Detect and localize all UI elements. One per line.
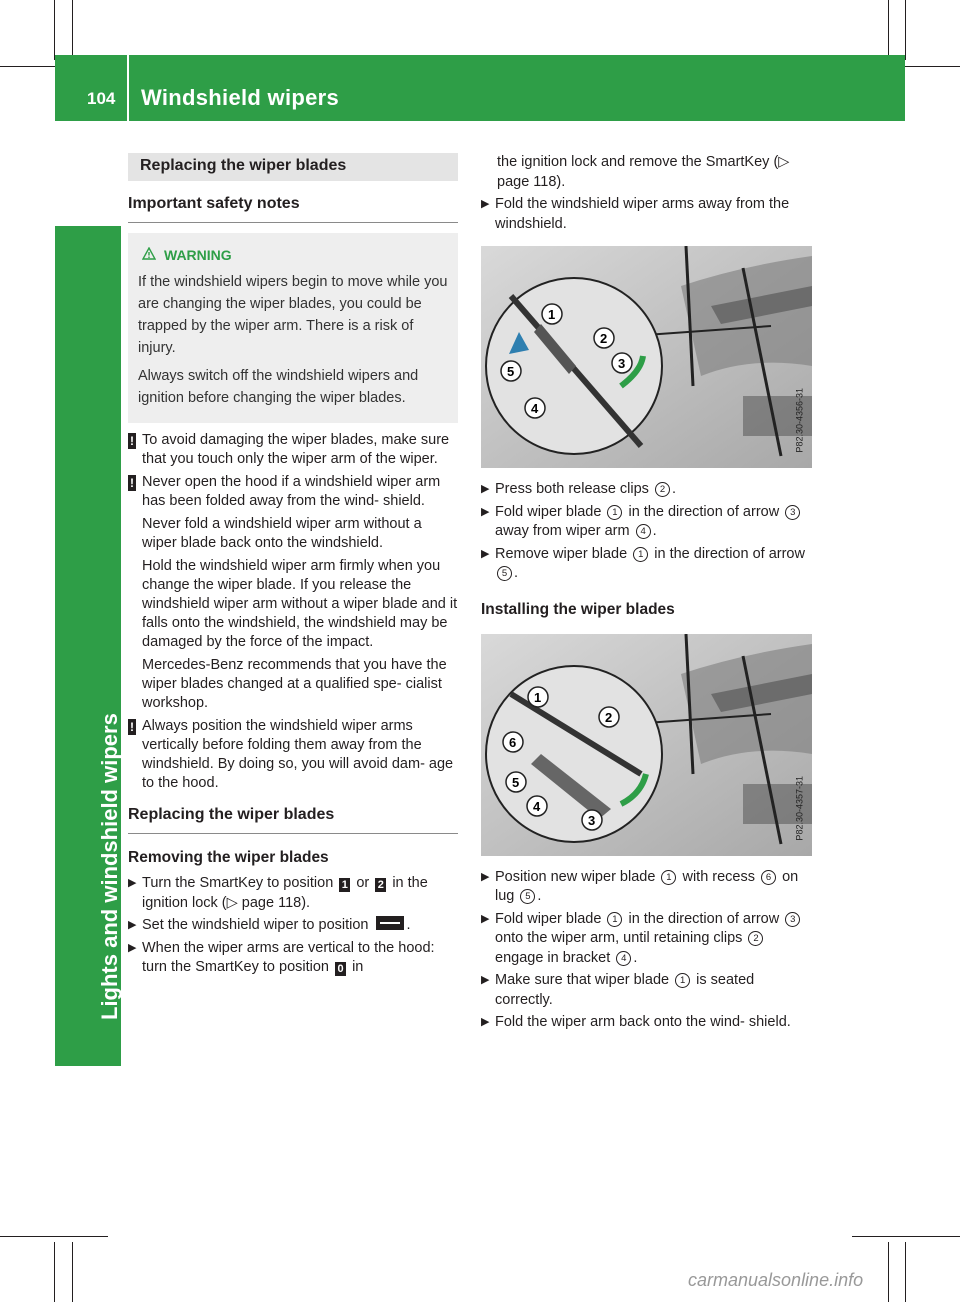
crop-mark	[852, 1236, 960, 1237]
callout-number: 1	[607, 505, 622, 520]
instruction-step	[481, 910, 813, 969]
instruction-step	[481, 195, 813, 234]
step-text: .	[406, 917, 411, 933]
chapter-side-tab	[55, 226, 121, 1066]
callout-number: 6	[761, 870, 776, 885]
installing-heading: Installing the wiper blades	[481, 600, 675, 618]
step-text: .	[514, 565, 519, 581]
crop-mark	[888, 0, 889, 60]
warning-triangle-icon	[142, 245, 156, 265]
step-text: Remove wiper blade	[495, 545, 628, 562]
svg-text:6: 6	[509, 734, 517, 750]
note	[128, 473, 458, 713]
chapter-title: Lights and windshield wipers	[97, 713, 122, 1020]
installation-illustration	[481, 634, 812, 856]
step-text: on lug	[495, 868, 799, 904]
safety-heading: Important safety notes	[128, 195, 300, 212]
svg-text:5: 5	[507, 364, 515, 379]
warning-text: If the windshield wipers begin to move while you are changing the wiper blades, you could be trapped by the wiper arm. There is a risk of injury.	[138, 274, 448, 356]
step-text: .	[652, 523, 657, 539]
svg-text:1: 1	[548, 307, 556, 322]
header-divider	[127, 55, 129, 121]
instruction-step	[481, 503, 813, 542]
left-column	[128, 153, 458, 981]
wiper-removal-figure	[481, 246, 812, 468]
step-text: in the direction of arrow	[628, 910, 780, 927]
step-arrow-icon: ▶	[481, 912, 490, 925]
heading-rule	[128, 222, 458, 223]
instruction-step	[128, 916, 458, 936]
step-text: Fold wiper blade	[495, 910, 602, 927]
step-text: Fold wiper blade	[495, 503, 602, 520]
step-text: Set the windshield wiper to position	[142, 917, 369, 933]
instruction-step	[481, 868, 813, 907]
warning-text: Always switch off the windshield wipers and ignition before changing the wiper blades.	[138, 368, 419, 406]
step-text: away from wiper arm	[495, 523, 630, 539]
exclamation-icon: !	[130, 434, 134, 448]
step-text: is seated correctly.	[495, 972, 755, 1008]
step-text: in the direction of arrow	[654, 545, 805, 562]
exclamation-icon: !	[130, 720, 134, 734]
warning-box	[128, 233, 458, 423]
crop-mark	[72, 1242, 73, 1302]
step-arrow-icon: ▶	[481, 974, 490, 986]
step-text: onto the wiper arm, until retaining clips	[495, 930, 743, 946]
crop-mark	[54, 1242, 55, 1302]
note	[128, 431, 458, 469]
page-title: Windshield wipers	[141, 85, 340, 110]
step-text: in	[352, 959, 364, 975]
step-text: Turn the SmartKey to position	[142, 875, 334, 891]
instruction-step	[128, 874, 458, 913]
svg-text:5: 5	[512, 774, 520, 790]
crop-mark	[905, 1242, 906, 1302]
step-text: When the wiper arms are vertical to the hood: turn the SmartKey to position	[142, 939, 435, 975]
step-text: with recess	[682, 868, 755, 885]
step-text: or	[356, 875, 370, 891]
svg-text:4: 4	[533, 798, 541, 814]
step-text: .	[537, 888, 542, 904]
instruction-step	[481, 971, 813, 1010]
exclamation-icon: !	[130, 476, 134, 490]
page-number: 104	[87, 89, 116, 108]
step-arrow-icon: ▶	[128, 941, 137, 954]
callout-number: 5	[520, 889, 535, 904]
callout-number: 1	[661, 870, 676, 885]
crop-mark	[0, 1236, 108, 1237]
step-arrow-icon: ▶	[128, 919, 137, 931]
section-heading: Replacing the wiper blades	[128, 153, 458, 181]
step-text: Fold the windshield wiper arms away from the windshield.	[495, 196, 790, 232]
step-text: .	[633, 949, 638, 966]
callout-number: 2	[748, 931, 763, 946]
figure-code: P82.30-4356-31	[795, 388, 805, 453]
watermark: carmanualsonline.info	[688, 1270, 864, 1290]
note-text: To avoid damaging the wiper blades, make sure that you touch only the wiper arm of the wiper.	[142, 432, 450, 467]
svg-text:1: 1	[534, 689, 542, 705]
note-text: Hold the windshield wiper arm firmly when you change the wiper blade. If you release the windshield wiper arm without a wiper blade and it falls onto the windshield, the windshield may be damaged by the force of the impact.	[142, 558, 458, 650]
wiper-off-position-icon	[376, 916, 404, 930]
step-arrow-icon: ▶	[481, 870, 490, 883]
right-column	[481, 153, 813, 1036]
wiper-installation-figure	[481, 634, 812, 856]
figure-code: P82.30-4357-31	[795, 775, 805, 841]
crop-mark	[905, 0, 906, 60]
step-text: in the ignition lock (▷ page 118).	[142, 875, 428, 911]
crop-mark	[54, 0, 55, 60]
step-arrow-icon: ▶	[481, 505, 490, 518]
instruction-step	[481, 1013, 813, 1033]
callout-number: 2	[655, 482, 670, 497]
callout-number: 1	[633, 547, 648, 562]
note	[128, 717, 458, 793]
callout-number: 1	[607, 912, 622, 927]
crop-mark	[888, 1242, 889, 1302]
svg-text:3: 3	[618, 356, 626, 371]
note-text: Never open the hood if a windshield wiper arm has been folded away from the wind- shield.	[142, 474, 441, 509]
key-position-1-icon: 1	[339, 878, 350, 892]
warning-label: WARNING	[164, 247, 232, 263]
svg-text:3: 3	[588, 812, 596, 828]
instruction-step	[481, 480, 813, 500]
note-text: Never fold a windshield wiper arm without a wiper blade back onto the windshield.	[142, 516, 422, 551]
callout-number: 3	[785, 505, 800, 520]
callout-number: 1	[675, 973, 690, 988]
page-header	[55, 55, 905, 121]
step-text: in the direction of arrow	[628, 503, 780, 520]
step-arrow-icon: ▶	[128, 877, 137, 889]
step-arrow-icon: ▶	[481, 547, 490, 560]
svg-text:2: 2	[600, 331, 608, 346]
removal-illustration	[481, 246, 812, 468]
svg-text:4: 4	[531, 401, 539, 416]
key-position-0-icon: 0	[335, 962, 346, 976]
callout-number: 5	[497, 566, 512, 581]
step-arrow-icon: ▶	[481, 1016, 490, 1028]
callout-number: 4	[616, 951, 631, 966]
note-text: Mercedes-Benz recommends that you have the wiper blades changed at a qualified spe- cialist workshop.	[142, 657, 447, 711]
callout-number: 3	[785, 912, 800, 927]
instruction-step	[481, 545, 813, 584]
instruction-step	[128, 939, 458, 978]
removing-heading: Removing the wiper blades	[128, 849, 329, 866]
step-text: Make sure that wiper blade	[495, 972, 670, 988]
step-text: .	[671, 481, 676, 497]
step-text: Fold the wiper arm back onto the wind- shield.	[495, 1014, 791, 1030]
step-text: Position new wiper blade	[495, 868, 656, 885]
heading-rule	[128, 833, 458, 834]
continued-step-text: the ignition lock and remove the SmartKey (▷ page 118).	[497, 154, 790, 190]
step-text: engage in bracket	[495, 949, 611, 966]
svg-text:2: 2	[605, 709, 613, 725]
callout-number: 4	[636, 524, 651, 539]
step-arrow-icon: ▶	[481, 198, 490, 210]
replacing-heading: Replacing the wiper blades	[128, 806, 335, 823]
note-text: Always position the windshield wiper arms vertically before folding them away from the windshield. By doing so, you will avoid dam- age to the hood.	[142, 718, 454, 791]
step-text: Press both release clips	[495, 481, 649, 497]
crop-mark	[72, 0, 73, 60]
step-arrow-icon: ▶	[481, 483, 490, 495]
warning-header	[142, 245, 448, 265]
key-position-2-icon: 2	[375, 878, 386, 892]
